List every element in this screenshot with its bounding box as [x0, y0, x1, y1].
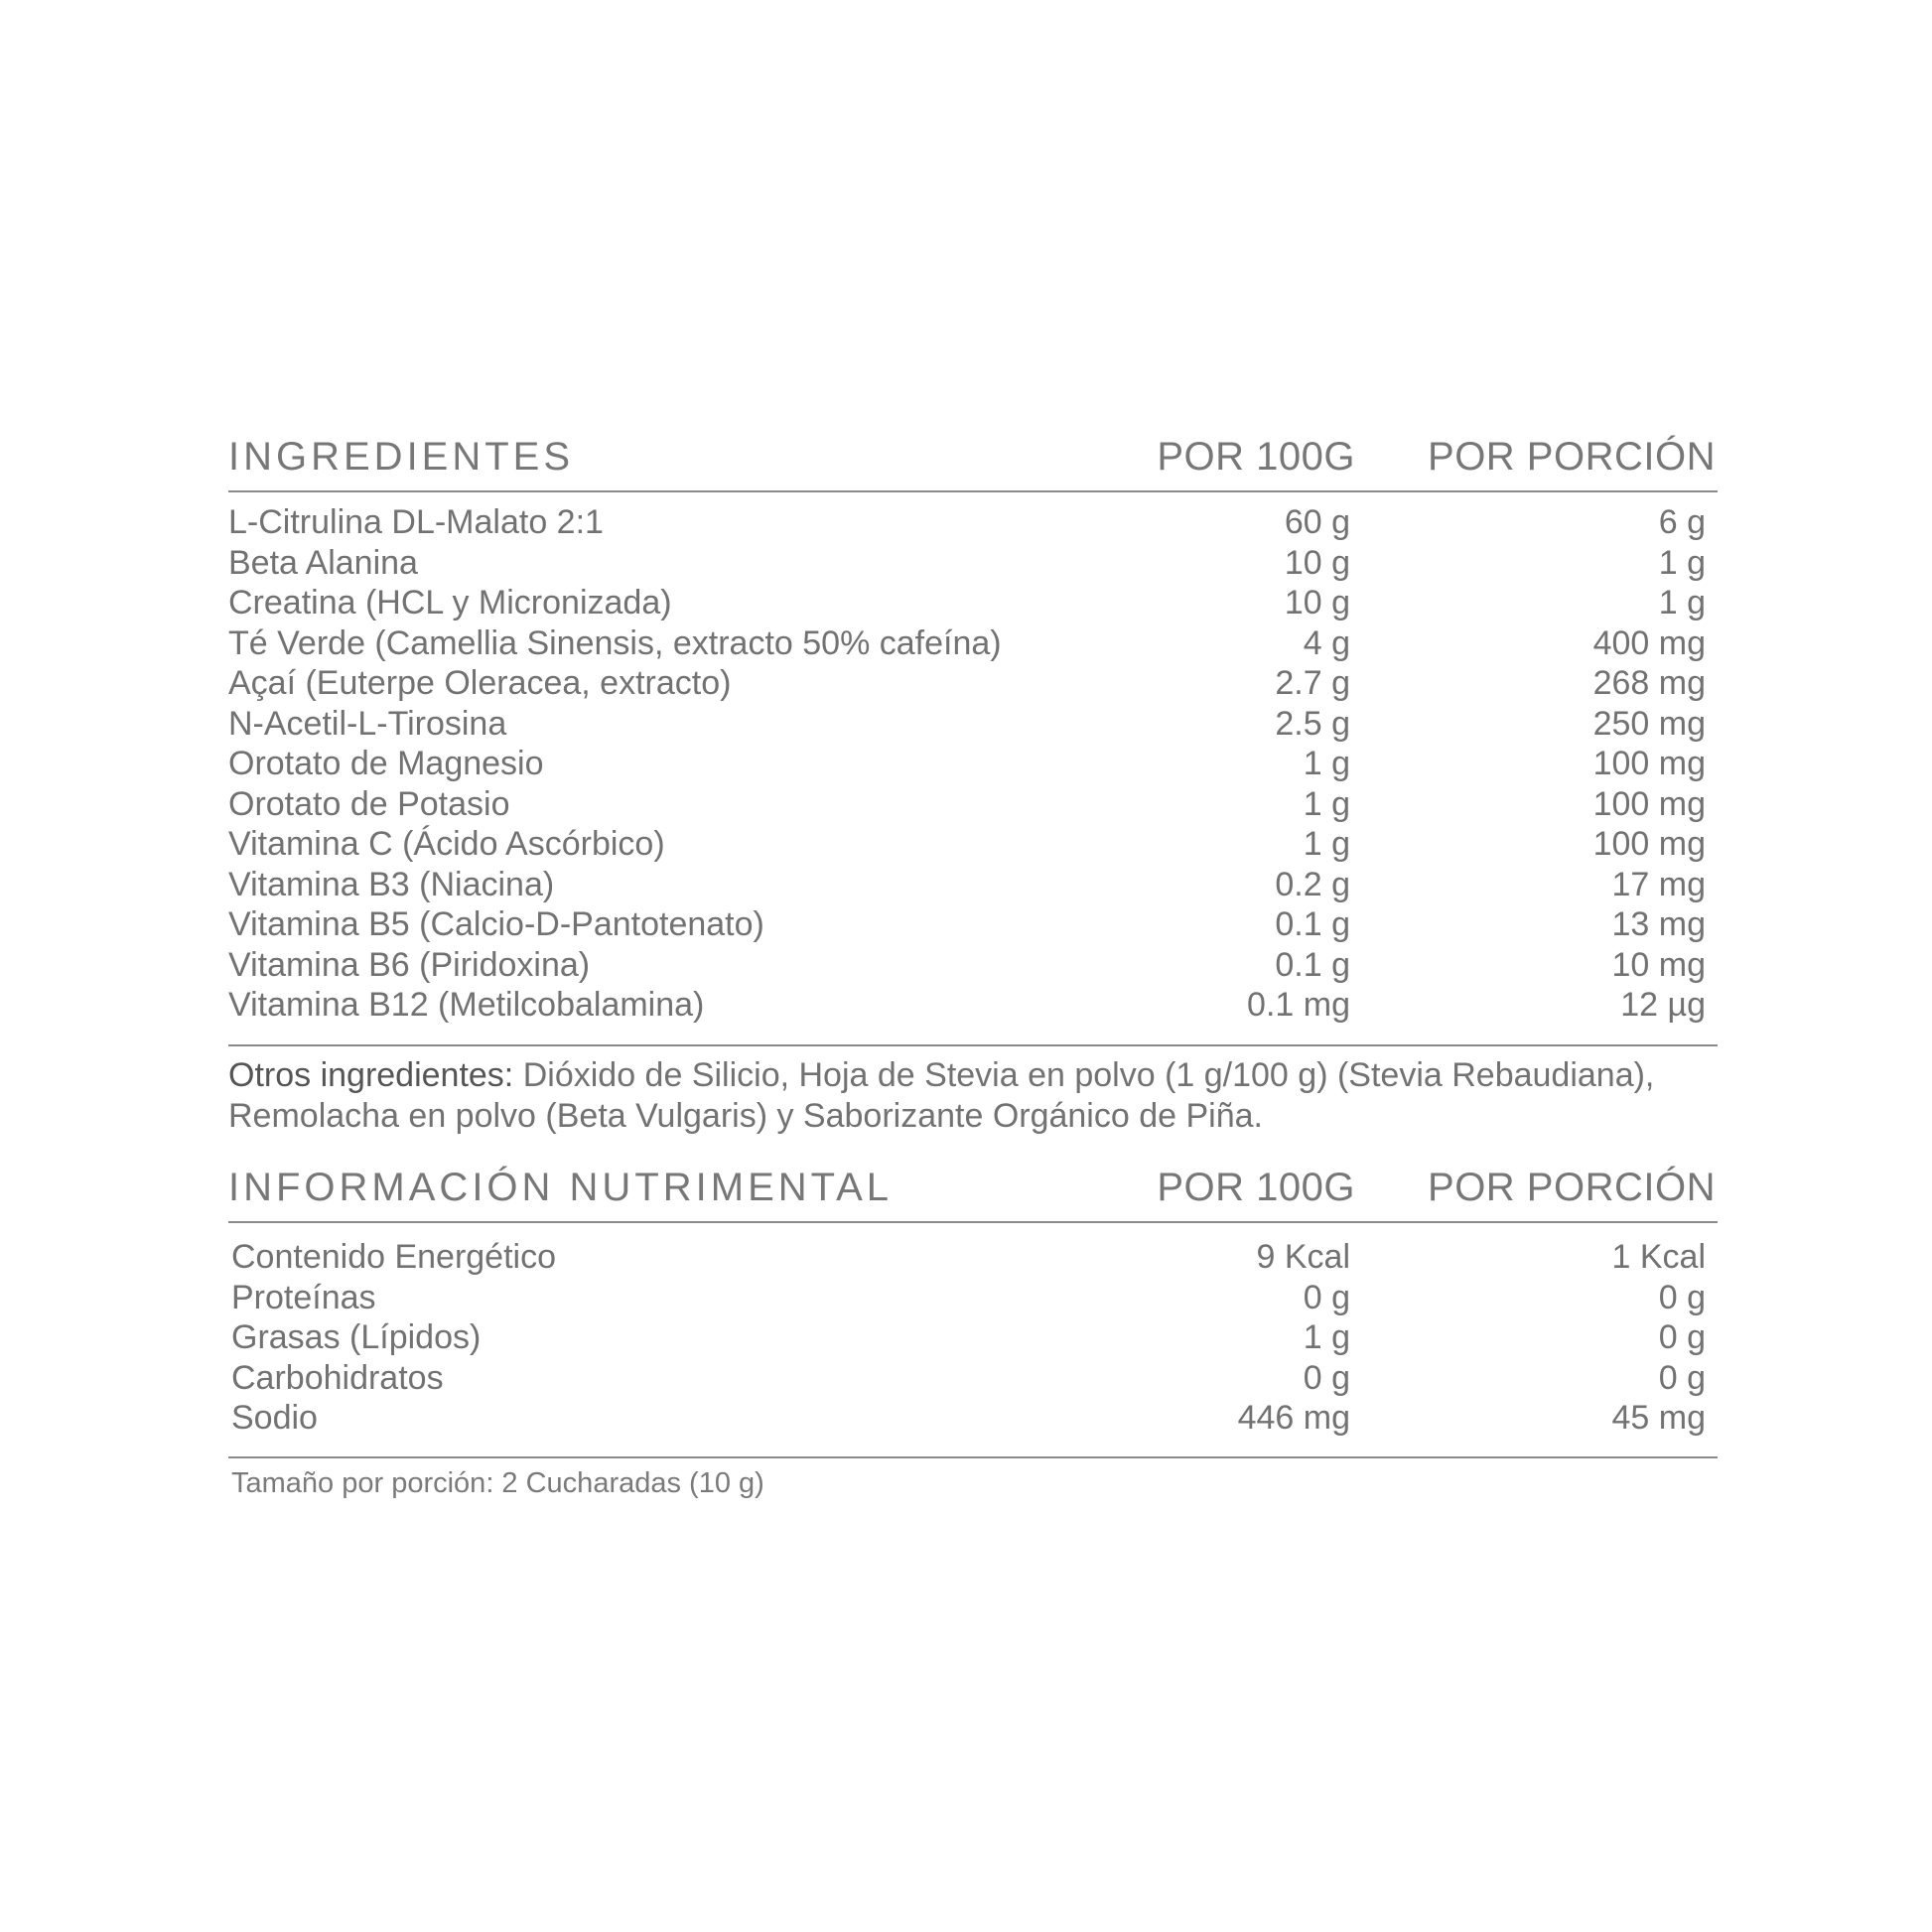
ingredient-name: Vitamina B6 (Piridoxina): [228, 945, 591, 984]
ingredient-name: Orotato de Potasio: [228, 784, 510, 823]
ingredient-per100g: 60 g: [1284, 503, 1350, 541]
ingredient-per-serving: 13 mg: [1611, 905, 1706, 943]
table-row: [228, 744, 1718, 784]
table-row: [228, 1278, 1718, 1318]
table-row: [228, 704, 1718, 745]
ingredients-header: [228, 436, 1718, 485]
nutrient-per-serving: 0 g: [1658, 1318, 1706, 1356]
nutrient-per-serving: 1 Kcal: [1611, 1238, 1706, 1276]
ingredient-per100g: 2.7 g: [1275, 664, 1350, 702]
table-row: [228, 865, 1718, 905]
ingredient-name: Açaí (Euterpe Oleracea, extracto): [228, 664, 732, 702]
table-row: [228, 1358, 1718, 1399]
nutrient-per-serving: 45 mg: [1611, 1399, 1706, 1437]
ingredient-name: Vitamina B3 (Niacina): [228, 865, 555, 903]
table-row: [228, 1317, 1718, 1358]
ingredient-per100g: 1 g: [1303, 784, 1350, 823]
ingredient-name: Orotato de Magnesio: [228, 745, 544, 782]
ingredient-name: Vitamina C (Ácido Ascórbico): [228, 825, 665, 863]
nutrient-name: Proteínas: [231, 1278, 376, 1316]
ingredients-col-per-serving: POR PORCIÓN: [1428, 435, 1716, 479]
other-ingredients-label: Otros ingredientes:: [228, 1056, 514, 1094]
nutrient-per100g: 446 mg: [1237, 1399, 1350, 1437]
ingredient-per100g: 0.1 mg: [1247, 986, 1350, 1024]
ingredient-name: Vitamina B5 (Calcio-D-Pantotenato): [228, 905, 764, 943]
ingredient-name: L-Citrulina DL-Malato 2:1: [228, 503, 604, 541]
ingredient-per-serving: 400 mg: [1592, 623, 1706, 662]
nutrition-header-rule: [228, 1221, 1718, 1223]
nutrient-per-serving: 0 g: [1658, 1358, 1706, 1397]
nutrient-per100g: 0 g: [1303, 1278, 1350, 1316]
table-row: [228, 985, 1718, 1026]
nutrient-per-serving: 0 g: [1658, 1278, 1706, 1316]
ingredients-header-rule: [228, 490, 1718, 492]
ingredient-per-serving: 10 mg: [1611, 945, 1706, 984]
ingredient-name: Vitamina B12 (Metilcobalamina): [228, 986, 705, 1024]
ingredients-bottom-rule: [228, 1044, 1718, 1046]
ingredient-name: Té Verde (Camellia Sinensis, extracto 50% cafeína): [228, 623, 1002, 662]
table-row: [228, 1398, 1718, 1439]
ingredient-per100g: 1 g: [1303, 745, 1350, 782]
serving-size-note: Tamaño por porción: 2 Cucharadas (10 g): [231, 1467, 764, 1499]
ingredient-per100g: 4 g: [1303, 623, 1350, 662]
nutrient-name: Carbohidratos: [231, 1358, 444, 1397]
nutrition-title: INFORMACIÓN NUTRIMENTAL: [228, 1166, 894, 1209]
ingredients-table: [228, 502, 1718, 1026]
ingredients-title: INGREDIENTES: [228, 435, 575, 479]
ingredient-per100g: 2.5 g: [1275, 704, 1350, 743]
ingredient-name: Creatina (HCL y Micronizada): [228, 584, 672, 621]
table-row: [228, 1237, 1718, 1278]
ingredient-per100g: 10 g: [1284, 543, 1350, 582]
nutrient-per100g: 9 Kcal: [1256, 1238, 1350, 1276]
table-row: [228, 824, 1718, 865]
nutrient-per100g: 0 g: [1303, 1358, 1350, 1397]
ingredient-per-serving: 100 mg: [1592, 784, 1706, 823]
ingredient-name: N-Acetil-L-Tirosina: [228, 704, 507, 743]
nutrition-header: [228, 1167, 1718, 1216]
nutrient-per100g: 1 g: [1303, 1318, 1350, 1356]
table-row: [228, 502, 1718, 543]
ingredient-name: Beta Alanina: [228, 543, 418, 582]
ingredient-per-serving: 1 g: [1658, 543, 1706, 582]
ingredient-per100g: 0.1 g: [1275, 905, 1350, 943]
table-row: [228, 945, 1718, 986]
nutrition-bottom-rule: [228, 1456, 1718, 1458]
table-row: [228, 904, 1718, 945]
ingredient-per100g: 10 g: [1284, 584, 1350, 621]
nutrition-col-per-serving: POR PORCIÓN: [1428, 1166, 1716, 1209]
ingredient-per-serving: 250 mg: [1592, 704, 1706, 743]
ingredient-per100g: 1 g: [1303, 825, 1350, 863]
table-row: [228, 663, 1718, 704]
ingredient-per-serving: 6 g: [1658, 503, 1706, 541]
nutrition-col-per100g: POR 100G: [1157, 1166, 1355, 1209]
nutrition-table: [228, 1237, 1718, 1439]
other-ingredients: [228, 1055, 1718, 1137]
ingredient-per-serving: 100 mg: [1592, 825, 1706, 863]
ingredient-per100g: 0.2 g: [1275, 865, 1350, 903]
ingredient-per-serving: 17 mg: [1611, 865, 1706, 903]
ingredient-per-serving: 12 µg: [1620, 986, 1706, 1024]
nutrient-name: Contenido Energético: [231, 1238, 557, 1276]
table-row: [228, 543, 1718, 584]
ingredient-per-serving: 1 g: [1658, 584, 1706, 621]
table-row: [228, 784, 1718, 825]
ingredient-per-serving: 100 mg: [1592, 745, 1706, 782]
nutrient-name: Sodio: [231, 1399, 318, 1437]
ingredients-col-per100g: POR 100G: [1157, 435, 1355, 479]
table-row: [228, 623, 1718, 664]
ingredient-per-serving: 268 mg: [1592, 664, 1706, 702]
other-ingredients-text: Dióxido de Silicio, Hoja de Stevia en polvo (1 g/100 g) (Stevia Rebaudiana), Remolacha en polvo (Beta Vulgaris) y Saborizante Orgánico de Piña.: [228, 1056, 1655, 1135]
nutrient-name: Grasas (Lípidos): [231, 1318, 482, 1356]
table-row: [228, 583, 1718, 623]
ingredient-per100g: 0.1 g: [1275, 945, 1350, 984]
